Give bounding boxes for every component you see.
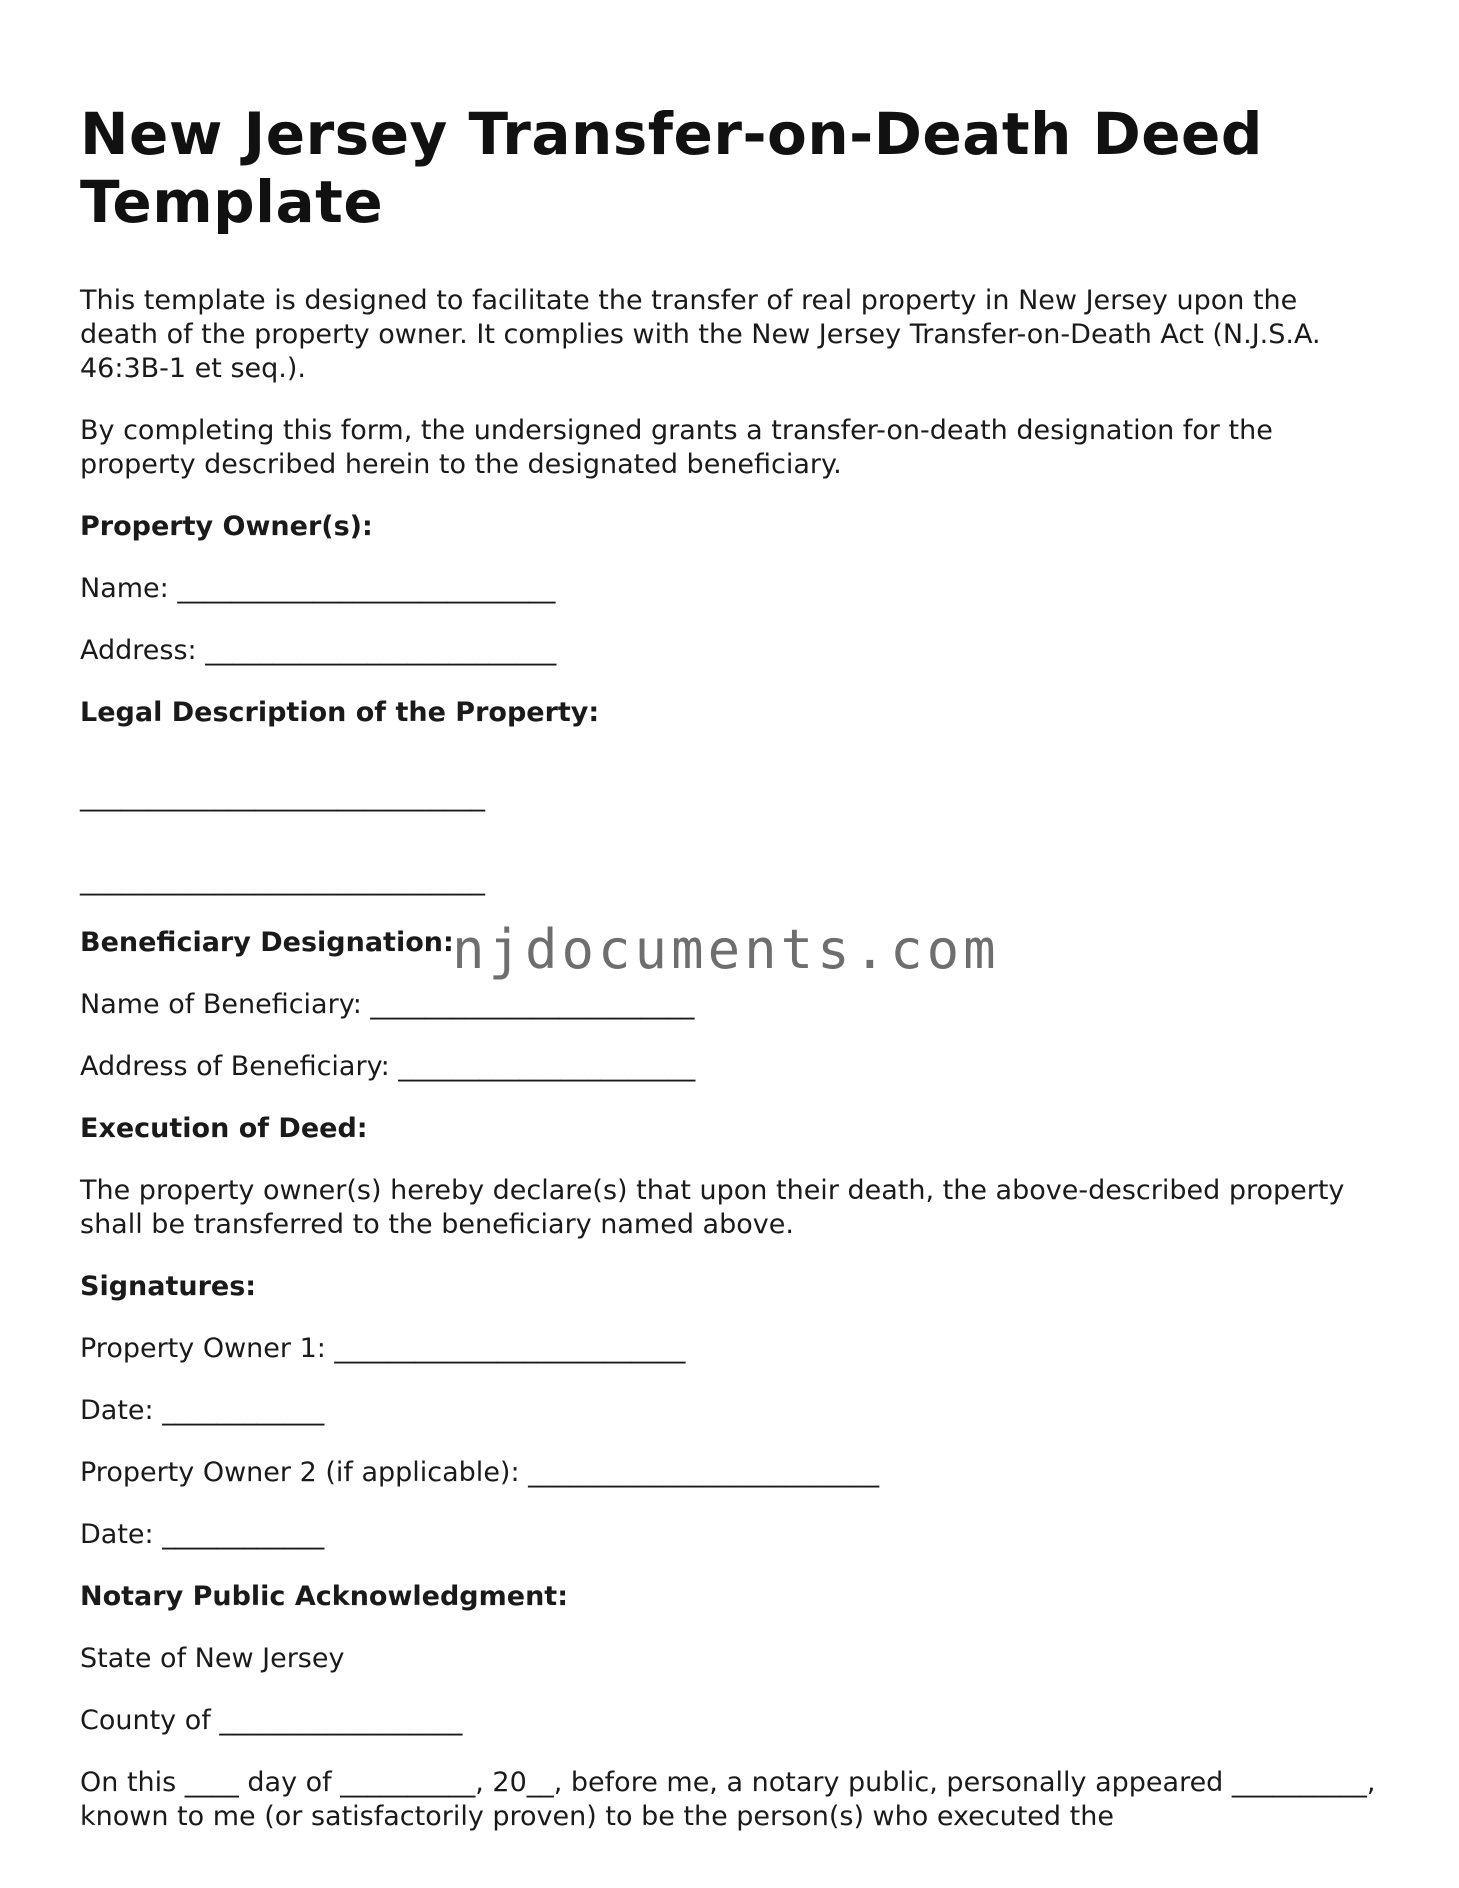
legal-description-line-2[interactable]: ______________________________ [80, 865, 485, 896]
notary-section-heading: Notary Public Acknowledgment: [80, 1581, 569, 1612]
execution-statement: The property owner(s) hereby declare(s) that upon their death, the above-described property shall be transferred to the beneficiary named above. [80, 1175, 1353, 1240]
site-watermark: njdocuments.com [452, 918, 1000, 981]
owner2-signature-field[interactable]: Property Owner 2 (if applicable): __________________________ [80, 1457, 880, 1488]
intro-paragraph-2: By completing this form, the undersigned grants a transfer-on-death designation for the property described herein to the designated beneficiary. [80, 415, 1282, 480]
owner-name-field[interactable]: Name: ____________________________ [80, 573, 556, 604]
owner2-date-field[interactable]: Date: ____________ [80, 1519, 325, 1550]
beneficiary-address-field[interactable]: Address of Beneficiary: ______________________ [80, 1051, 696, 1082]
beneficiary-name-field[interactable]: Name of Beneficiary: ________________________ [80, 989, 695, 1020]
document-title: New Jersey Transfer-on-Death Deed Template [80, 100, 1263, 236]
beneficiary-section-heading: Beneficiary Designation: [80, 927, 454, 958]
notary-county-field[interactable]: County of __________________ [80, 1705, 463, 1736]
notary-statement: On this ____ day of __________, 20__, before me, a notary public, personally appeared __________, known to me (or satisfactorily proven) to be the person(s) who executed the [80, 1767, 1385, 1832]
owner1-date-field[interactable]: Date: ____________ [80, 1395, 325, 1426]
owner-address-field[interactable]: Address: __________________________ [80, 635, 557, 666]
signatures-section-heading: Signatures: [80, 1271, 257, 1302]
document-page [80, 100, 1385, 1862]
legal-description-heading: Legal Description of the Property: [80, 697, 600, 728]
owner1-signature-field[interactable]: Property Owner 1: __________________________ [80, 1333, 686, 1364]
notary-state-line: State of New Jersey [80, 1643, 345, 1674]
owner-section-heading: Property Owner(s): [80, 511, 373, 542]
legal-description-line-1[interactable]: ______________________________ [80, 781, 485, 812]
intro-paragraph-1: This template is designed to facilitate the transfer of real property in New Jersey upon the death of the property owner. It complies with the New Jersey Transfer-on-Death Act (N.J.S.A. 46:3B-1 et seq.). [80, 285, 1330, 384]
execution-section-heading: Execution of Deed: [80, 1113, 368, 1144]
